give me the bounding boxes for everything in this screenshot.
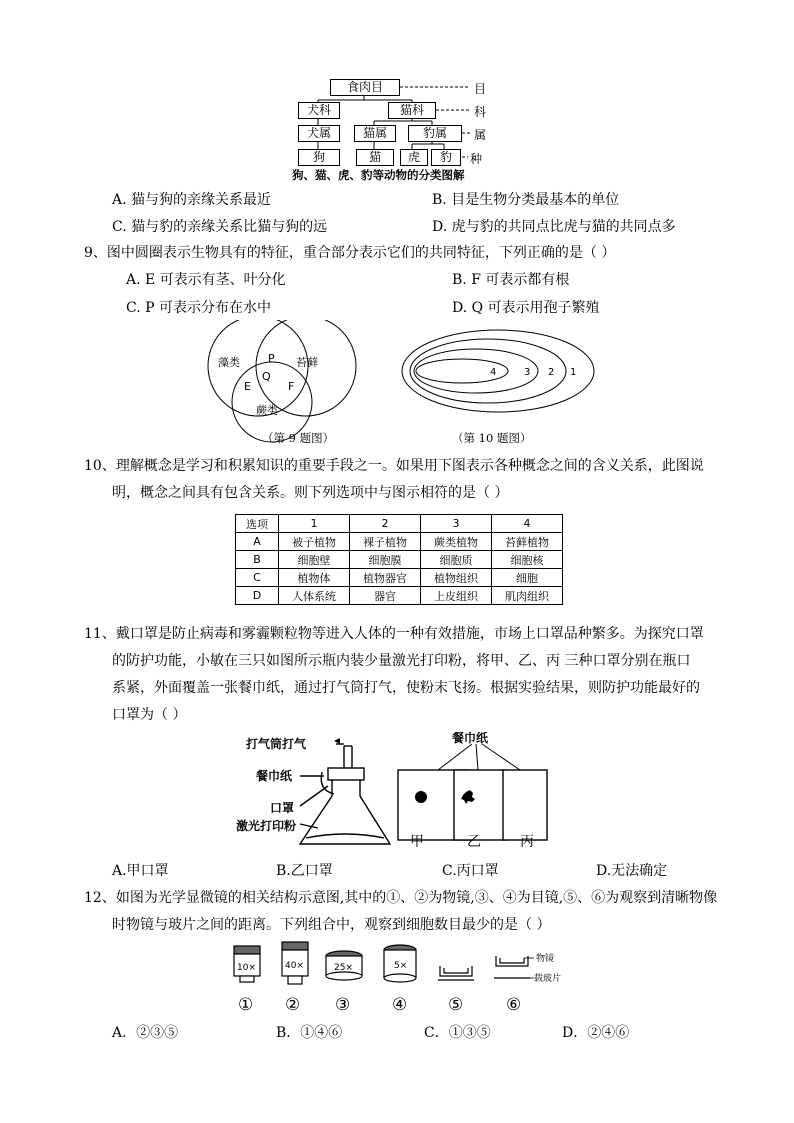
table-cell: 细胞核: [492, 551, 563, 569]
table-cell: A: [236, 533, 279, 551]
venn-diagram: [208, 320, 356, 442]
lens-label-25x: 25×: [334, 963, 353, 973]
powder-stain-large: [415, 791, 427, 803]
table-cell: C: [236, 569, 279, 587]
q11-option-a[interactable]: A.甲口罩: [112, 863, 169, 879]
box-species-cat: 猫: [356, 149, 394, 166]
legend-objective: 物镜: [536, 954, 555, 964]
q11-stem-line3: 系紧，外面覆盖一张餐巾纸，通过打气筒打气，使粉末飞扬。根据实验结果，则防护功能最好的: [112, 680, 700, 696]
q10-stem-line1: 10、理解概念是学习和积累知识的重要手段之一。如果用下图表示各种概念之间的含义关系，此图说: [84, 458, 704, 474]
rank-species-label: 种: [470, 152, 483, 166]
box-genus-dog: 犬属: [298, 125, 340, 142]
label-mask: 口罩: [270, 801, 295, 815]
q12-option-b[interactable]: B．①④⑥: [276, 1025, 343, 1041]
venn-label-p: P: [268, 352, 275, 365]
figures-9-10: [0, 320, 794, 450]
q9-option-d[interactable]: D. Q 可表示用孢子繁殖: [452, 300, 600, 316]
table-cell: 人体系统: [279, 587, 350, 605]
q11-option-d[interactable]: D.无法确定: [596, 863, 668, 879]
venn-label-moss: 苔藓: [296, 356, 318, 369]
q12-option-c[interactable]: C．①③⑤: [424, 1025, 491, 1041]
q11-stem-line1: 11、戴口罩是防止病毒和雾霾颗粒物等进入人体的一种有效措施，市场上口罩品种繁多。为探究口罩: [84, 626, 704, 642]
box-genus-leopard: 豹属: [408, 125, 462, 142]
legend-slide: 载玻片: [534, 974, 562, 984]
q9-caption: （第 9 题图）: [262, 431, 335, 445]
box-family-cat: 猫科: [388, 102, 436, 119]
q11-option-c[interactable]: C.丙口罩: [442, 863, 499, 879]
q9-option-b[interactable]: B. F 可表示都有根: [452, 272, 570, 288]
table-cell: 植物体: [279, 569, 350, 587]
table-cell: 细胞壁: [279, 551, 350, 569]
box-species-tiger: 虎: [400, 149, 428, 166]
rank-family-label: 科: [474, 105, 487, 119]
ellipse-label-1: 1: [570, 367, 577, 378]
q8-option-b[interactable]: B. 目是生物分类最基本的单位: [432, 192, 620, 208]
q9-stem: 9、图中圆圈表示生物具有的特征，重合部分表示它们的共同特征，下列正确的是（ ）: [84, 245, 616, 261]
q9-option-c[interactable]: C. P 可表示分布在水中: [126, 300, 271, 316]
flask-icon: [300, 744, 390, 844]
table-cell: 细胞膜: [350, 551, 421, 569]
ellipse-label-3: 3: [524, 367, 531, 378]
figure-number-2: ②: [285, 995, 301, 1015]
table-header-cell: 3: [421, 515, 492, 533]
rank-genus-label: 属: [474, 128, 487, 142]
q10-stem-line2: 明，概念之间具有包含关系。则下列选项中与图示相符的是（ ）: [112, 485, 509, 501]
table-cell: D: [236, 587, 279, 605]
table-header-row: [236, 515, 563, 533]
q12-option-d[interactable]: D．②④⑥: [562, 1025, 630, 1041]
figure-number-1: ①: [238, 995, 254, 1015]
box-species-leopard: 豹: [431, 149, 461, 166]
table-header-cell: 4: [492, 515, 563, 533]
table-cell: 器官: [350, 587, 421, 605]
table-cell: 苔藓植物: [492, 533, 563, 551]
label-pump: 打气筒打气: [246, 737, 307, 751]
figure-number-5: ⑤: [448, 995, 464, 1015]
table-header-cell: 2: [350, 515, 421, 533]
napkin-result-yi: [454, 770, 506, 840]
figure-number-3: ③: [335, 995, 351, 1015]
table-cell: 细胞: [492, 569, 563, 587]
box-order: 食肉目: [330, 79, 400, 96]
nested-ellipses: [402, 330, 594, 412]
box-species-dog: 狗: [298, 149, 340, 166]
table-row[interactable]: [236, 551, 563, 569]
ellipse-3: [414, 349, 538, 393]
table-cell: 植物组织: [421, 569, 492, 587]
diagram-caption: 狗、猫、虎、豹等动物的分类图解: [292, 168, 465, 182]
distance-diagram-5: [438, 966, 474, 980]
ellipse-1: [402, 330, 594, 412]
mask-label-bing: 丙: [520, 834, 534, 850]
lens-label-5x: 5×: [394, 961, 408, 971]
q8-option-a[interactable]: A. 猫与狗的亲缘关系最近: [112, 192, 272, 208]
q11-stem-line4: 口罩为（ ）: [112, 707, 187, 723]
q11-stem-line2: 的防护功能，小敏在三只如图所示瓶内装少量激光打印粉，将甲、乙、丙 三种口罩分别在瓶口: [112, 653, 691, 669]
venn-label-q: Q: [262, 370, 271, 383]
table-header-cell: 1: [279, 515, 350, 533]
table-row[interactable]: [236, 533, 563, 551]
figure-number-4: ④: [392, 995, 408, 1015]
box-family-dog: 犬科: [298, 102, 340, 119]
q9-option-a[interactable]: A. E 可表示有茎、叶分化: [126, 272, 286, 288]
lens-label-40x: 40×: [285, 961, 304, 971]
figure-number-6: ⑥: [506, 995, 522, 1015]
table-cell: 植物器官: [350, 569, 421, 587]
lens-label-10x: 10×: [237, 963, 256, 973]
table-cell: 细胞质: [421, 551, 492, 569]
ellipse-2: [410, 339, 566, 403]
mask-label-yi: 乙: [467, 834, 481, 850]
box-genus-cat: 猫属: [354, 125, 396, 142]
q10-options-table: [235, 514, 563, 605]
ellipse-label-2: 2: [548, 367, 555, 378]
venn-label-f: F: [288, 380, 295, 393]
ellipse-label-4: 4: [490, 367, 497, 378]
table-header-cell: 选项: [236, 515, 279, 533]
table-row[interactable]: [236, 569, 563, 587]
q12-stem-line2: 时物镜与玻片之间的距离。下列组合中，观察到细胞数目最少的是（ ）: [112, 917, 551, 933]
mask-experiment-figure: [0, 732, 794, 857]
pump-arrow-icon: [334, 738, 340, 744]
table-cell: B: [236, 551, 279, 569]
mask-label-jia: 甲: [410, 834, 424, 850]
table-cell: 被子植物: [279, 533, 350, 551]
q11-option-b[interactable]: B.乙口罩: [276, 863, 333, 879]
table-cell: 蕨类植物: [421, 533, 492, 551]
venn-label-algae: 藻类: [218, 356, 240, 369]
table-cell: 裸子植物: [350, 533, 421, 551]
rank-order-label: 目: [474, 82, 487, 96]
venn-label-e: E: [244, 380, 251, 393]
table-row[interactable]: [236, 587, 563, 605]
venn-label-fern: 蕨类: [256, 404, 278, 417]
napkin-result-bing: [503, 770, 547, 840]
q12-option-a[interactable]: A．②③⑤: [112, 1025, 179, 1041]
q12-stem-line1: 12、如图为光学显微镜的相关结构示意图,其中的①、②为物镜,③、④为目镜,⑤、⑥为观察到清晰物像: [84, 890, 718, 906]
distance-diagram-6: [494, 956, 534, 978]
microscope-lens-figure: [0, 940, 794, 1018]
q10-caption: （第 10 题图）: [452, 431, 532, 445]
label-powder: 激光打印粉: [236, 819, 297, 833]
table-cell: 上皮组织: [421, 587, 492, 605]
table-cell: 肌肉组织: [492, 587, 563, 605]
q8-option-d[interactable]: D. 虎与豹的共同点比虎与猫的共同点多: [432, 219, 676, 235]
q8-option-c[interactable]: C. 猫与豹的亲缘关系比猫与狗的远: [112, 219, 328, 235]
label-napkin-left: 餐巾纸: [256, 769, 293, 783]
label-napkin-top: 餐巾纸: [452, 732, 489, 745]
